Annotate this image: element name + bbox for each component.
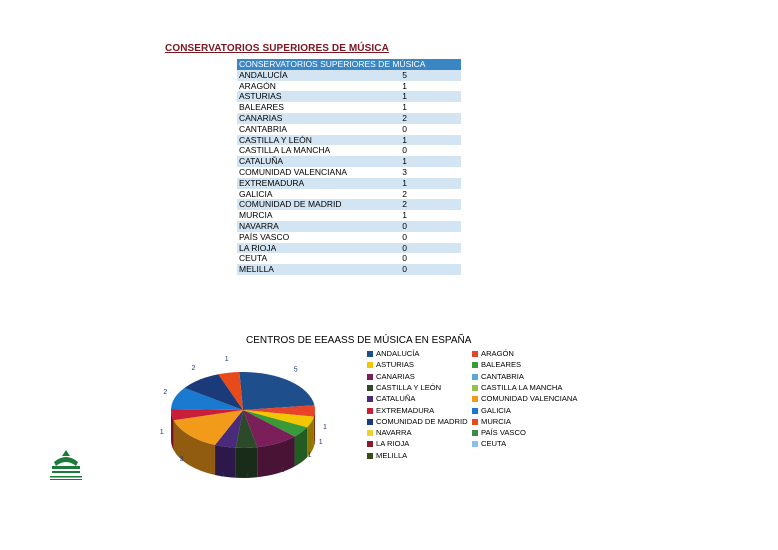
pie-data-label: 1 (220, 471, 225, 479)
legend-label: EXTREMADURA (376, 405, 435, 415)
value-cell: 2 (385, 113, 461, 124)
legend-item (472, 406, 511, 415)
value-cell: 2 (385, 199, 461, 210)
legend-item (472, 349, 514, 358)
value-cell: 0 (385, 264, 461, 275)
table-row (237, 167, 461, 178)
table-row (237, 253, 461, 264)
value-cell: 2 (385, 189, 461, 200)
legend-item (472, 439, 506, 448)
region-cell: CANARIAS (237, 113, 385, 124)
region-cell: CATALUÑA (237, 156, 385, 167)
value-cell: 1 (385, 91, 461, 102)
legend-item (367, 406, 434, 415)
legend-swatch (367, 396, 373, 402)
legend-item (472, 372, 524, 381)
table-row (237, 232, 461, 243)
table-row (237, 189, 461, 200)
table-row (237, 221, 461, 232)
value-cell: 3 (385, 167, 461, 178)
pie-data-label: 1 (323, 424, 327, 432)
legend-label: CANARIAS (376, 371, 415, 381)
table-header-cell: CONSERVATORIOS SUPERIORES DE MÚSICA (237, 59, 461, 70)
legend-swatch (472, 374, 478, 380)
legend-item (367, 383, 441, 392)
legend-label: CASTILLA LA MANCHA (481, 382, 563, 392)
legend-swatch (472, 441, 478, 447)
table-header-row (237, 59, 461, 70)
value-cell: 1 (385, 102, 461, 113)
legend-item (367, 439, 409, 448)
legend-label: CEUTA (481, 439, 507, 449)
legend-swatch (367, 374, 373, 380)
page-title: CONSERVATORIOS SUPERIORES DE MÚSICA (165, 43, 389, 54)
pie-data-label: 5 (293, 366, 298, 374)
region-cell: CANTABRIA (237, 124, 385, 135)
legend-swatch (472, 385, 478, 391)
region-cell: EXTREMADURA (237, 178, 385, 189)
legend-swatch (367, 385, 373, 391)
table-row (237, 243, 461, 254)
table-row (237, 199, 461, 210)
table-row (237, 91, 461, 102)
value-cell: 0 (385, 232, 461, 243)
region-cell: ASTURIAS (237, 91, 385, 102)
legend-item (472, 417, 511, 426)
legend-label: GALICIA (481, 405, 511, 415)
legend-swatch (472, 419, 478, 425)
value-cell: 0 (385, 253, 461, 264)
legend-swatch (367, 362, 373, 368)
pie-data-label: 2 (163, 389, 168, 397)
pie-slice-side (215, 445, 236, 478)
legend-swatch (367, 441, 373, 447)
value-cell: 1 (385, 81, 461, 92)
table-row (237, 135, 461, 146)
legend-item (367, 428, 412, 437)
legend-label: LA RIOJA (376, 439, 410, 449)
legend-item (472, 360, 521, 369)
legend-swatch (472, 362, 478, 368)
value-cell: 5 (385, 70, 461, 81)
legend-swatch (472, 408, 478, 414)
value-cell: 1 (385, 156, 461, 167)
pie-data-label: 2 (280, 466, 285, 474)
region-cell: LA RIOJA (237, 243, 385, 254)
region-cell: ANDALUCÍA (237, 70, 385, 81)
table-row (237, 156, 461, 167)
value-cell: 0 (385, 145, 461, 156)
legend-label: ASTURIAS (376, 360, 414, 370)
region-cell: CASTILLA LA MANCHA (237, 145, 385, 156)
legend-swatch (367, 408, 373, 414)
legend-label: ANDALUCÍA (376, 349, 420, 358)
legend-item (367, 451, 407, 460)
legend-item (472, 383, 562, 392)
pie-data-label: 1 (224, 355, 229, 363)
table-row (237, 145, 461, 156)
legend-swatch (367, 453, 373, 459)
table-row (237, 210, 461, 221)
table-row (237, 81, 461, 92)
value-cell: 1 (385, 135, 461, 146)
legend-item (367, 372, 415, 381)
legend-label: CATALUÑA (376, 394, 416, 404)
region-cell: PAÍS VASCO (237, 232, 385, 243)
pie-data-label: 3 (179, 456, 184, 464)
region-cell: GALICIA (237, 189, 385, 200)
junta-andalucia-logo (46, 448, 86, 482)
table-row (237, 102, 461, 113)
legend-item (367, 417, 468, 426)
table-row (237, 124, 461, 135)
region-cell: COMUNIDAD VALENCIANA (237, 167, 385, 178)
legend-label: MELILLA (376, 450, 408, 460)
legend-swatch (367, 351, 373, 357)
region-cell: ARAGÓN (237, 81, 385, 92)
legend-label: COMUNIDAD VALENCIANA (481, 394, 578, 404)
region-cell: BALEARES (237, 102, 385, 113)
legend-item (472, 428, 526, 437)
value-cell: 1 (385, 210, 461, 221)
pie-data-label: 1 (159, 429, 164, 437)
legend-label: PAÍS VASCO (481, 428, 526, 438)
region-cell: MURCIA (237, 210, 385, 221)
legend-swatch (367, 419, 373, 425)
legend-label: COMUNIDAD DE MADRID (376, 416, 468, 426)
region-cell: NAVARRA (237, 221, 385, 232)
legend-item (367, 349, 419, 358)
legend-label: CASTILLA Y LEÓN (376, 382, 442, 392)
conservatorios-table (237, 59, 461, 275)
legend-swatch (472, 430, 478, 436)
pie-data-label: 1 (318, 438, 323, 446)
chart-title: CENTROS DE EEAASS DE MÚSICA EN ESPAÑA (246, 335, 472, 346)
table-row (237, 70, 461, 81)
table-row (237, 264, 461, 275)
legend-item (367, 360, 414, 369)
pie-data-label: 2 (191, 365, 196, 373)
value-cell: 0 (385, 124, 461, 135)
legend-label: ARAGÓN (481, 349, 514, 358)
legend-label: BALEARES (481, 360, 522, 370)
value-cell: 1 (385, 178, 461, 189)
value-cell: 0 (385, 243, 461, 254)
legend-item (472, 394, 577, 403)
pie-chart (159, 340, 365, 490)
pie-data-label: 1 (245, 472, 250, 480)
region-cell: COMUNIDAD DE MADRID (237, 199, 385, 210)
region-cell: CASTILLA Y LEÓN (237, 135, 385, 146)
pie-slice (239, 372, 314, 410)
legend-label: NAVARRA (376, 428, 412, 438)
region-cell: MELILLA (237, 264, 385, 275)
table-row (237, 113, 461, 124)
legend-swatch (472, 351, 478, 357)
legend-swatch (367, 430, 373, 436)
pie-data-label: 1 (307, 452, 312, 460)
legend-swatch (472, 396, 478, 402)
region-cell: CEUTA (237, 253, 385, 264)
table-row (237, 178, 461, 189)
legend-item (367, 394, 415, 403)
legend-label: CANTABRIA (481, 371, 524, 381)
value-cell: 0 (385, 221, 461, 232)
legend-label: MURCIA (481, 416, 511, 426)
